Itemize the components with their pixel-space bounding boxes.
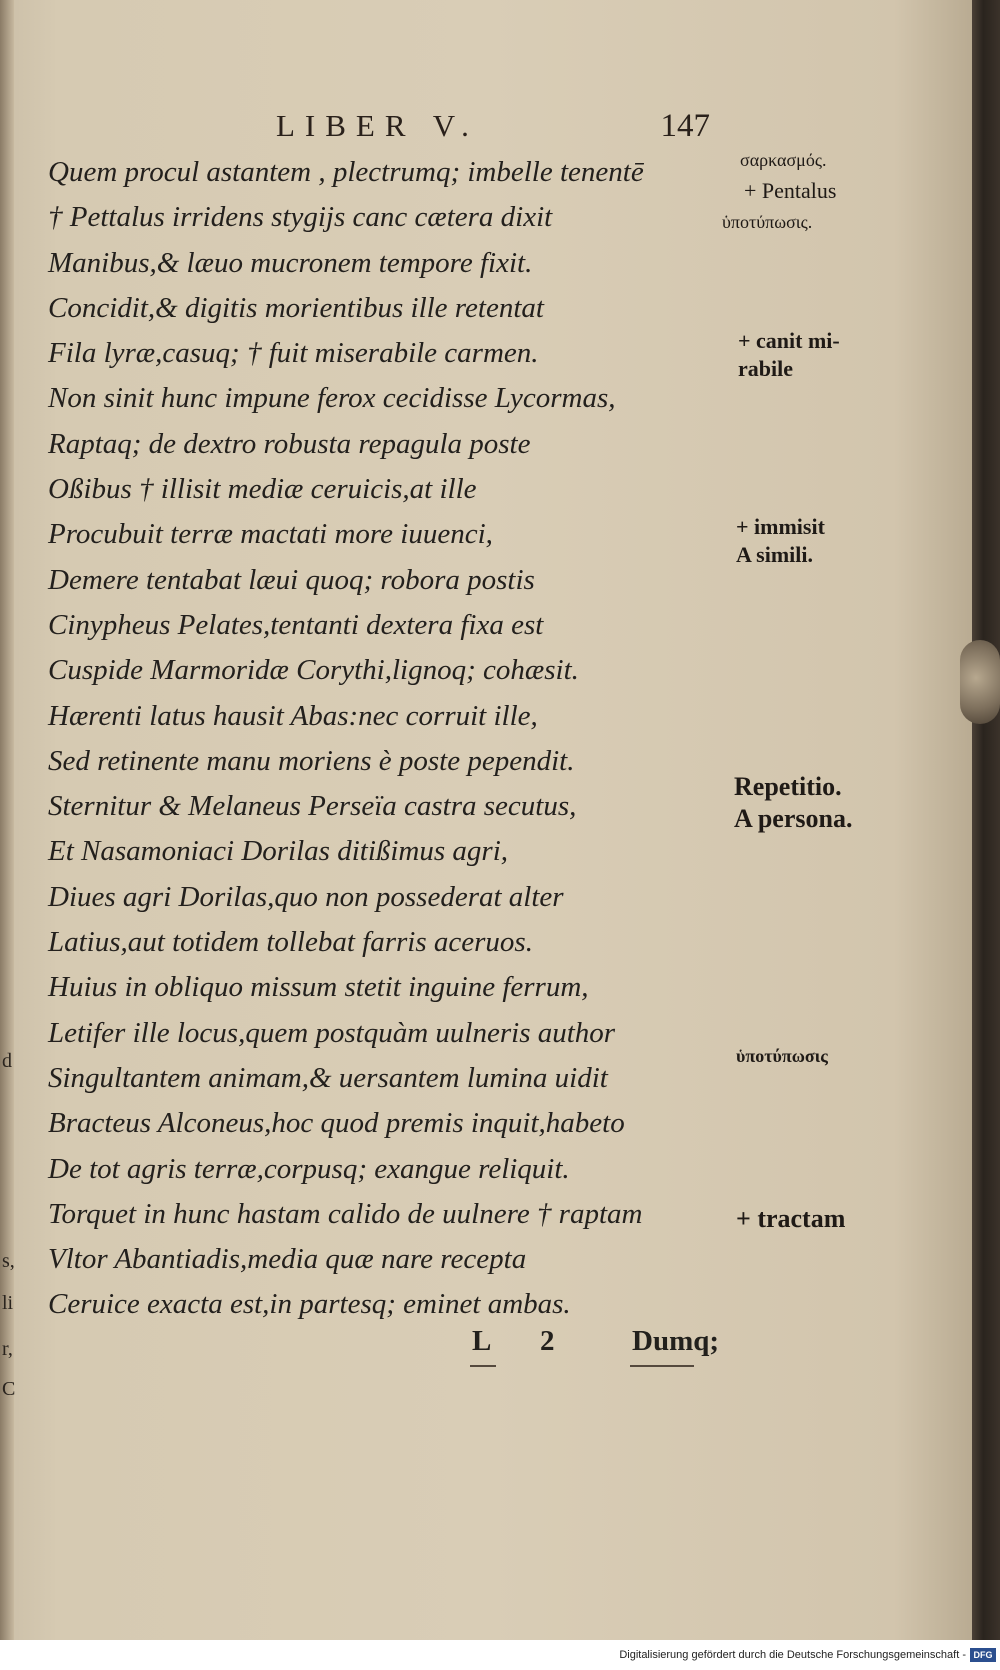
facing-page-fragment: s, [2,1250,15,1272]
verse-line: Cuspide Marmoridæ Corythi,lignoq; cohæsit. [48,654,579,687]
signature-letter: L [472,1325,492,1357]
verse-line: † Pettalus irridens stygijs canc cætera dixit [48,201,553,234]
signature-number: 2 [540,1325,555,1357]
catchword: Dumq; [632,1325,720,1357]
verse-line: Huius in obliquo missum stetit inguine ferrum, [48,971,589,1004]
verse-line: Quem procul astantem , plectrumq; imbelle tenentē [48,156,644,188]
dfg-logo: DFG [970,1648,996,1662]
catchword-line [470,1325,730,1365]
verse-line: Sed retinente manu moriens è poste pependit. [48,744,575,777]
verse-line: Raptaq; de dextro robusta repagula poste [48,427,531,460]
facing-page-fragment: C [2,1378,16,1400]
verse-line: Concidit,& digitis morientibus ille retentat [48,291,544,324]
signature-underline [470,1365,496,1367]
running-title: LIBER V. [276,108,479,143]
verse-line: Latius,aut totidem tollebat farris aceruos. [48,926,533,959]
facing-page-fragment: d [2,1050,12,1072]
running-header [270,108,710,148]
verse-line: Cinypheus Pelates,tentanti dextera fixa est [48,608,544,641]
page-number: 147 [660,108,710,144]
verse-line: Diues agri Dorilas,quo non possederat alter [48,880,564,913]
verse-line: Oßibus † illisit mediæ ceruicis,at ille [48,473,477,506]
verse-line: Non sinit hunc impune ferox cecidisse Lycormas, [48,382,616,415]
margin-note-mirabile: rabile [738,356,793,381]
margin-note-simili: A simili. [736,542,814,567]
verse-line: Sternitur & Melaneus Perseïa castra secutus, [48,790,577,823]
verse-line: Singultantem animam,& uersantem lumina uidit [48,1061,608,1094]
verse-line: Procubuit terræ mactati more iuuenci, [48,518,493,551]
margin-note-immisit: + immisit [736,514,825,539]
margin-note-pentalus: + Pentalus [744,178,837,203]
margin-note-persona: A persona. [734,804,853,833]
verse-line: De tot agris terræ,corpusq; exangue reliquit. [48,1152,570,1185]
margin-note-greek: ὑποτύπωσις. [722,212,813,232]
book-clasp [960,640,1000,724]
catchword-underline [630,1365,694,1367]
verse-block [48,150,728,1328]
verse-line: Manibus,& læuo mucronem tempore fixit. [48,246,533,279]
footer-bar [0,1640,1000,1670]
margin-note-repetitio: Repetitio. [734,772,842,801]
margin-note-greek: σαρκασμός. [740,150,827,170]
verse-line: Et Nasamoniaci Dorilas ditißimus agri, [48,835,509,868]
facing-page-fragment: li [2,1292,14,1314]
verse-line: Demere tentabat læui quoq; robora postis [48,563,535,596]
verse-line: Vltor Abantiadis,media quæ nare recepta [48,1243,527,1276]
verse-line: Fila lyræ,casuq; † fuit miserabile carmen. [48,337,539,370]
margin-note-tractam: + tractam [736,1204,846,1233]
digitization-credit: Digitalisierung gefördert durch die Deutsche Forschungsgemeinschaft - [619,1649,966,1661]
verse-line: Letifer ille locus,quem postquàm uulneris author [48,1016,616,1049]
margin-note-greek: ὑποτύπωσις [736,1046,828,1066]
facing-page-fragment: r, [2,1338,13,1360]
book-edge [972,0,1000,1640]
verse-line: Hærenti latus hausit Abas:nec corruit ille, [48,699,538,732]
margin-note-canit: + canit mi- [738,328,840,353]
verse-line: Ceruice exacta est,in partesq; eminet ambas. [48,1288,571,1321]
verse-line: Bracteus Alconeus,hoc quod premis inquit,habeto [48,1107,625,1140]
verse-line: Torquet in hunc hastam calido de uulnere † raptam [48,1197,643,1230]
